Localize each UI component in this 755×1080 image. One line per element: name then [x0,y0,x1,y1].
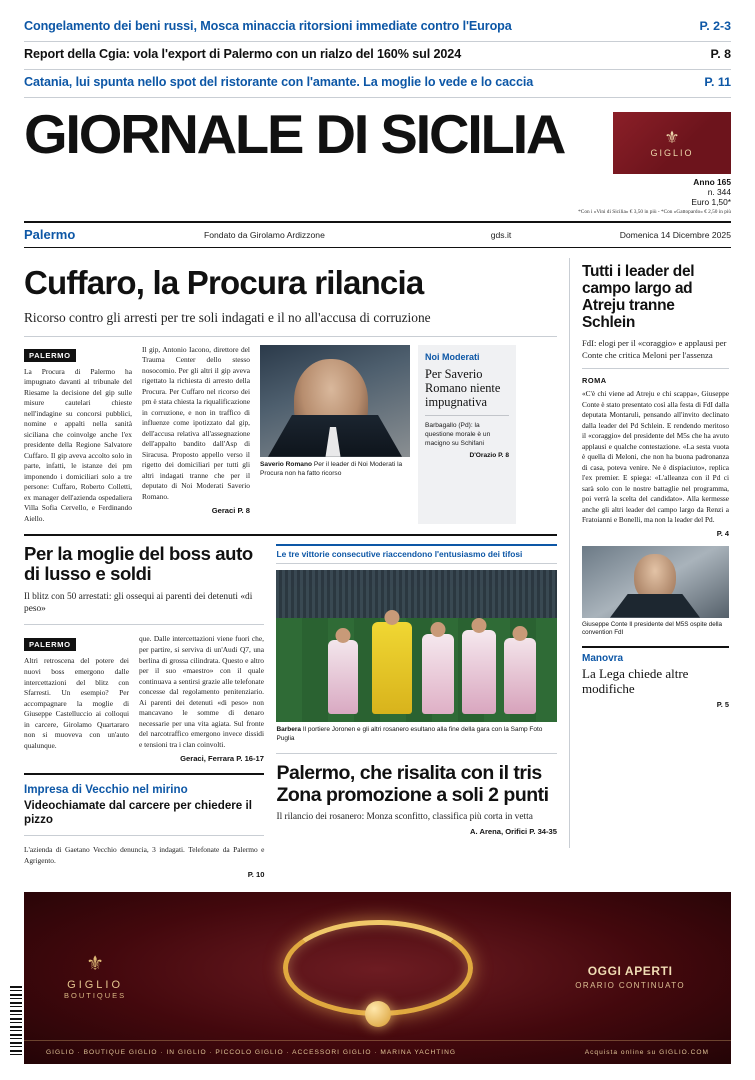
price-note: *Con i «Vini di Sicilia» € 3,50 in più - *Con «Gattopardo» € 2,50 in più [578,209,731,216]
secondary-subhead: Il blitz con 50 arrestati: gli ossequi ai parenti dei detenuti «di peso» [24,592,253,615]
sponsor-logo[interactable] [613,112,731,174]
player-head [513,626,528,641]
secondary-body-2: que. Dalle intercettazioni viene fuori che, per partire, si serviva di un'Audi Q7, una berlina di grossa cilindrata. Questo e altro per il suo «maestro» con il quale continuava a sentirsi grazie alle telefonate concesse dal regolamento penitenziario. Ai parenti dei detenuti «di peso» non mancavano le somme di denaro necessarie per una vita agiata. Sul fronte del narcotraffico emergono invece dissidi e tensioni tra i clan coinvolti. [139,634,264,749]
brief-page-ref: P. 10 [247,870,265,880]
teaser-text: Report della Cgia: vola l'export di Palermo con un rialzo del 160% sul 2024 [24,47,462,62]
sidebar-box-noi-moderati[interactable] [418,345,516,525]
lead-byline: Geraci P. 8 [211,506,250,516]
secondary-col-1 [24,634,129,763]
ad-store-list: GIGLIO · BOUTIQUE GIGLIO · IN GIGLIO · PICCOLO GIGLIO · ACCESSORI GIGLIO · MARINA YACHTING [46,1049,456,1056]
lead-headline[interactable]: Cuffaro, la Procura rilancia [24,264,424,302]
sport-article [276,544,557,879]
player-figure [504,638,536,714]
secondary-byline: Geraci, Ferrara P. 16-17 [180,754,264,764]
sidebox-sub: Barbagallo (Pd): la questione morale è un macigno su Schifani [425,415,509,448]
ad-brand-name: GIGLIO [67,979,124,991]
teaser-text: Catania, lui spunta nello spot del ristorante con l'amante. La moglie lo vede e lo caccia [24,75,534,90]
issue-price: Euro 1,50* [691,197,731,208]
teaser-page-ref: P. 8 [710,47,731,62]
right-photo-caption: Giuseppe Conte Il presidente del M5S ospite della convention FdI [582,620,723,636]
edition-name: Palermo [24,227,76,243]
secondary-body-1: Altri retroscena del potere dei nuovi boss emergono dalle intercettazioni del blitz con Sfarresti. Un esempio? Per accompagnare la moglie di Giuseppe Castelluccio ai colloqui in carcere, Girolamo Quartararo non si muoveva con un'auto qualunque. [24,656,129,750]
bottom-advertisement[interactable] [24,892,731,1064]
lead-media [260,345,516,525]
divider [276,753,557,754]
sport-subhead: Il rilancio dei rosanero: Monza sconfitto, classifica più corta in vetta [276,811,533,822]
player-figure [462,630,496,714]
caption-subject: Barbera [276,726,302,734]
sport-kicker: Le tre vittorie consecutive riaccendono l'entusiasmo dei tifosi [276,544,557,564]
brief-body: L'azienda di Gaetano Vecchio denuncia, 3 indagati. Telefonate da Palermo e Agrigento. [24,845,265,865]
manovra-title: La Lega chiede altre modifiche [582,665,689,696]
caption-text: Il portiere Joronen e gli altri rosanero esultano alla fine della gara con la Samp Foto Puglia [276,726,543,743]
secondary-body [24,634,264,763]
fleur-de-lis-icon: ⚜ [664,127,680,147]
newspaper-logo: GIORNALE DI SICILIA [24,103,565,166]
ad-message [575,964,685,990]
manovra-kicker: Manovra [582,652,624,664]
right-kicker: ROMA [582,376,607,386]
portrait-suit [610,594,700,618]
photo-crowd [276,570,557,622]
player-head [385,610,400,625]
caption-subject: Saverio Romano [260,460,313,468]
secondary-headline[interactable]: Per la moglie del boss auto di lusso e soldi [24,543,253,585]
lead-body-2: Il gip, Antonio Iacono, direttore del Trauma Center dello stesso nosocomio. Per gli altri il gip aveva rigettato la richiesta di arresto della Procura. Per Cuffaro nel ricorso dei pm è stata chiesta la riqualificazione in corruzione, e non in traffico di influenze come ipotizzato dal gip, dell'accusa relativa all'assegnazione dell'appalto bandito dall'Asp di Siracusa. Proposto appello verso il rigetto dei domiciliari per tutti gli altri indagati tranne che per il deputato di Noi Moderati Saverio Romano. [142,344,250,501]
lead-text-column-2 [142,345,250,525]
sport-headline-line1[interactable]: Palermo, che risalita con il tris [276,762,542,784]
sidebox-byline: D'Orazio P. 8 [469,452,509,460]
edition-strip [24,221,731,248]
brief-kicker: Impresa di Vecchio nel mirino [24,783,188,797]
teaser-item[interactable] [24,14,731,42]
sport-headline-line2[interactable]: Zona promozione a soli 2 punti [276,784,549,807]
right-headline[interactable]: Tutti i leader del campo largo ad Atreju tranne Schlein [582,263,695,331]
brief-title: Videochiamate dal carcere per chiedere il pizzo [24,799,252,826]
secondary-kicker: PALERMO [24,638,76,651]
divider [24,624,264,625]
secondary-col-2 [139,634,264,763]
lead-subhead: Ricorso contro gli arresti per tre soli indagati e il no all'accusa di corruzione [24,310,557,337]
fleur-de-lis-icon: ⚜ [86,953,105,975]
lead-body-1: La Procura di Palermo ha impugnato davanti al tribunale del Riesame la decisione del gip sulle misure cautelari chieste nell'indagine su concorsi pubblici, nomine e appalti nella sanità siciliana che coinvolge anche l'ex presidente della Regione Salvatore Cuffaro. Il gip aveva accolto solo in parte, infatti, le istanze dei pm imponendo i domiciliari solo a tre persone: Cuffaro, Roberto Colletti, ex manager dell'azienda ospedaliera Villa Sofia Cervello, e Ferdinando Aiello. [24,366,132,523]
brief-article-pizzo[interactable] [24,783,264,879]
player-figure [328,640,358,714]
sport-byline: A. Arena, Orifici P. 34-35 [470,826,557,836]
teaser-page-ref: P. 11 [704,75,731,90]
issue-number: n. 344 [707,187,731,198]
ad-subline: ORARIO CONTINUATO [575,981,685,990]
publication-date: Domenica 14 Dicembre 2025 [619,229,731,240]
teaser-text: Congelamento dei beni russi, Mosca minaccia ritorsioni immediate contro l'Europa [24,19,512,33]
lead-photo-caption [260,461,410,479]
necklace-image [283,920,473,1016]
player-figure [422,634,454,714]
teaser-bar [0,0,755,104]
sport-photo [276,570,557,722]
teaser-page-ref: P. 2-3 [699,19,731,33]
player-head [336,628,351,643]
mid-section [24,544,557,879]
masthead [0,104,755,207]
divider [24,773,264,775]
sidebox-kicker: Noi Moderati [425,351,480,362]
divider [24,835,264,836]
teaser-item[interactable] [24,70,731,98]
goalkeeper-figure [372,622,412,714]
ad-online-link[interactable]: Acquista online su GIGLIO.COM [584,1049,709,1056]
lead-photo-wrap [260,345,410,525]
barcode [10,986,22,1056]
website-url[interactable]: gds.it [490,229,512,240]
main-column [24,258,569,880]
ad-footer [24,1040,731,1064]
right-subhead: FdI: elogi per il «coraggio» e applausi per Conte che critica Meloni per l'assenza [582,338,729,369]
sport-photo-caption [276,726,557,744]
divider [24,534,557,536]
manovra-brief[interactable] [582,646,729,709]
manovra-page-ref: P. 5 [716,700,729,710]
player-head [431,622,446,637]
lead-text-column-1 [24,345,132,525]
founder-note: Fondato da Girolamo Ardizzone [204,229,325,240]
right-column [569,258,729,848]
sponsor-name: GIGLIO [650,147,694,158]
caption-text: Per il leader di Noi Moderati la Procura non ha fatto ricorso [260,460,403,477]
issue-meta [613,177,731,207]
masthead-right [613,112,731,207]
right-page-ref: P. 4 [716,528,729,538]
player-head [472,618,487,633]
ad-brand-sub: BOUTIQUES [64,991,127,1000]
ad-brand [64,954,126,1000]
ad-headline: OGGI APERTI [587,964,673,978]
teaser-item[interactable] [24,42,731,70]
issue-year: Anno 165 [693,177,731,188]
content-grid [0,258,755,880]
right-body: «C'è chi viene ad Atreju e chi scappa», Giuseppe Conte è stato presentato così alla festa di FdI dalla deputata Montaruli, pensando all'invito declinato dalla leader del Pd Schlein. E rendendo meritoso il «coraggio» del presidente del M5s che ha avuto applausi e qualche contestazione. «La sesta vuota è quella di Meloni, che non ha buona padronanza di casa, poteva venire. Ne è dispiaciuto», replica l'ex premier. E spiega: «L'alleanza con il Pd ci sarà solo con le nostre battaglie nel programma, poi verrà la scelta del candidato». Alla kermesse anche gli altri leader del campo largo da Renzi a Fratoianni e Bonelli, ma non la leader del Pd. [582,389,729,525]
sidebox-title: Per Saverio Romano niente impugnativa [425,366,501,409]
secondary-article [24,544,264,879]
lead-article [24,345,557,525]
lead-photo [260,345,410,457]
lead-kicker: PALERMO [24,349,76,362]
right-photo [582,546,729,618]
